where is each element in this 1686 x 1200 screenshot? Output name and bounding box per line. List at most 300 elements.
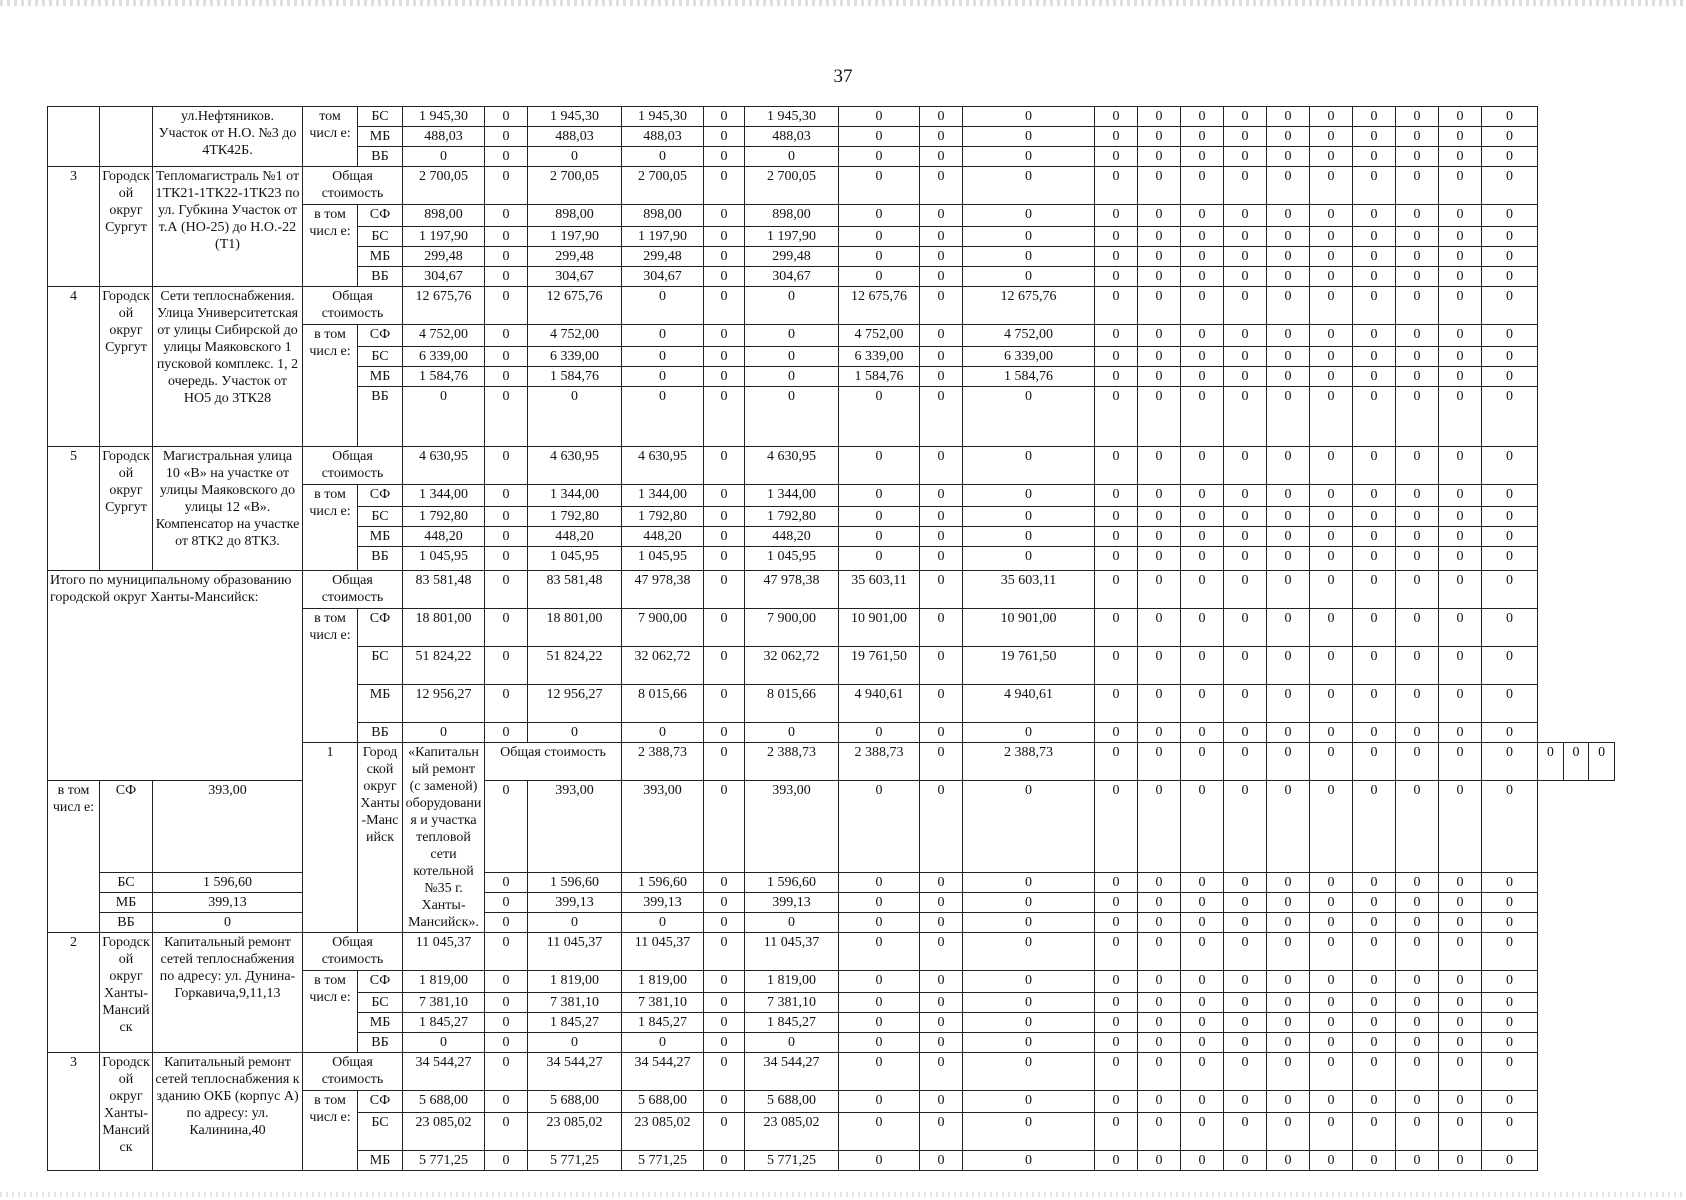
source-code: БС [358, 227, 403, 247]
value-cell: 898,00 [528, 205, 622, 227]
value-cell: 0 [1310, 647, 1353, 685]
value-cell: 0 [1224, 1013, 1267, 1033]
value-cell: 0 [1439, 367, 1482, 387]
value-cell: 6 339,00 [403, 347, 485, 367]
value-cell: 0 [1310, 527, 1353, 547]
value-cell: 0 [1310, 367, 1353, 387]
value-cell: 0 [745, 1033, 839, 1053]
value-cell: 0 [485, 571, 528, 609]
value-cell: 5 688,00 [745, 1091, 839, 1113]
value-cell: 4 752,00 [528, 325, 622, 347]
value-cell: 0 [485, 227, 528, 247]
value-cell: 1 045,95 [745, 547, 839, 571]
value-cell: 0 [839, 267, 920, 287]
value-cell: 0 [704, 609, 745, 647]
value-cell: 18 801,00 [528, 609, 622, 647]
value-cell: 0 [485, 609, 528, 647]
value-cell: 12 675,76 [963, 287, 1095, 325]
value-cell: 0 [839, 167, 920, 205]
value-cell: 304,67 [622, 267, 704, 287]
value-cell: 2 700,05 [403, 167, 485, 205]
value-cell: 0 [1095, 685, 1138, 723]
value-cell: 1 945,30 [528, 107, 622, 127]
value-cell: 0 [1138, 933, 1181, 971]
value-cell: 2 388,73 [745, 743, 839, 781]
value-cell: 0 [1138, 367, 1181, 387]
value-cell: 0 [963, 547, 1095, 571]
value-cell: 51 824,22 [528, 647, 622, 685]
value-cell: 1 584,76 [839, 367, 920, 387]
value-cell: 0 [1439, 1013, 1482, 1033]
value-cell: 0 [1181, 993, 1224, 1013]
value-cell: 0 [1310, 1091, 1353, 1113]
value-cell: 0 [839, 723, 920, 743]
source-code: СФ [358, 971, 403, 993]
value-cell: 0 [622, 387, 704, 447]
value-cell: 0 [920, 1151, 963, 1171]
value-cell: 0 [1095, 971, 1138, 993]
value-cell: 1 584,76 [403, 367, 485, 387]
value-cell: 0 [403, 147, 485, 167]
value-cell: 0 [1439, 1151, 1482, 1171]
value-cell: 0 [704, 267, 745, 287]
value-cell: 0 [1224, 1151, 1267, 1171]
value-cell: 0 [1138, 347, 1181, 367]
source-code: МБ [358, 685, 403, 723]
value-cell: 47 978,38 [745, 571, 839, 609]
value-cell: 0 [1138, 507, 1181, 527]
value-cell: 0 [1353, 287, 1396, 325]
value-cell: 0 [1095, 933, 1138, 971]
table-row [48, 571, 1615, 609]
value-cell: 0 [485, 507, 528, 527]
row-number: 3 [48, 167, 100, 287]
value-cell: 0 [1095, 873, 1138, 893]
value-cell: 0 [920, 743, 963, 781]
value-cell: 0 [485, 873, 528, 893]
value-cell: 0 [1267, 287, 1310, 325]
value-cell: 0 [704, 367, 745, 387]
value-cell: 4 940,61 [839, 685, 920, 723]
value-cell: 0 [1267, 571, 1310, 609]
value-cell: 0 [745, 913, 839, 933]
value-cell: 0 [1224, 609, 1267, 647]
value-cell: 0 [920, 247, 963, 267]
value-cell: 0 [485, 647, 528, 685]
value-cell: 7 381,10 [403, 993, 485, 1013]
value-cell: 0 [704, 287, 745, 325]
value-cell: 0 [704, 147, 745, 167]
value-cell: 0 [1396, 267, 1439, 287]
value-cell: 0 [1353, 527, 1396, 547]
value-cell: 399,13 [528, 893, 622, 913]
value-cell: 0 [1138, 781, 1181, 873]
value-cell: 0 [1138, 1151, 1181, 1171]
value-cell: 0 [1181, 647, 1224, 685]
value-cell: 0 [1482, 267, 1538, 287]
value-cell: 0 [1310, 743, 1353, 781]
value-cell: 11 045,37 [622, 933, 704, 971]
value-cell: 0 [1353, 723, 1396, 743]
value-cell: 0 [1267, 147, 1310, 167]
value-cell: 0 [485, 347, 528, 367]
value-cell: 0 [1482, 205, 1538, 227]
value-cell: 0 [1138, 447, 1181, 485]
value-cell: 0 [1396, 781, 1439, 873]
value-cell: 0 [1439, 547, 1482, 571]
row-number: 1 [303, 743, 358, 933]
value-cell: 0 [1439, 647, 1482, 685]
value-cell: 0 [1138, 647, 1181, 685]
value-cell: 0 [1353, 107, 1396, 127]
value-cell: 0 [1095, 609, 1138, 647]
value-cell: 0 [963, 1053, 1095, 1091]
value-cell: 1 197,90 [403, 227, 485, 247]
value-cell: 23 085,02 [622, 1113, 704, 1151]
value-cell: 0 [920, 571, 963, 609]
value-cell: 0 [1095, 147, 1138, 167]
incl-label: в том числ е: [303, 205, 358, 287]
scan-edge-top [0, 0, 1686, 6]
value-cell: 1 819,00 [745, 971, 839, 993]
value-cell: 393,00 [622, 781, 704, 873]
value-cell: 1 344,00 [622, 485, 704, 507]
value-cell: 0 [1095, 367, 1138, 387]
value-cell: 0 [1353, 781, 1396, 873]
value-cell: 0 [704, 547, 745, 571]
value-cell: 0 [1267, 913, 1310, 933]
value-cell: 0 [485, 933, 528, 971]
value-cell: 0 [1353, 971, 1396, 993]
value-cell: 0 [1439, 1033, 1482, 1053]
value-cell: 0 [704, 781, 745, 873]
value-cell: 0 [622, 913, 704, 933]
value-cell: 0 [839, 485, 920, 507]
value-cell: 2 700,05 [528, 167, 622, 205]
incl-label: в том числ е: [48, 781, 100, 933]
value-cell: 0 [920, 485, 963, 507]
value-cell: 304,67 [528, 267, 622, 287]
value-cell: 0 [1267, 127, 1310, 147]
value-cell: 0 [1310, 485, 1353, 507]
value-cell: 0 [704, 1091, 745, 1113]
value-cell: 0 [839, 893, 920, 913]
value-cell: 0 [1396, 347, 1439, 367]
row-number: 3 [48, 1053, 100, 1171]
value-cell: 0 [1482, 167, 1538, 205]
value-cell: 0 [704, 893, 745, 913]
value-cell: 0 [1439, 933, 1482, 971]
value-cell: 0 [1353, 147, 1396, 167]
value-cell: 35 603,11 [839, 571, 920, 609]
value-cell: 0 [704, 507, 745, 527]
total-cost-label: Общая стоимость [303, 1053, 403, 1091]
value-cell: 0 [1181, 1033, 1224, 1053]
value-cell: 1 596,60 [153, 873, 303, 893]
value-cell: 0 [622, 147, 704, 167]
total-cost-label: Общая стоимость [303, 447, 403, 485]
value-cell: 0 [1138, 227, 1181, 247]
value-cell: 0 [1482, 893, 1538, 913]
value-cell: 0 [1439, 873, 1482, 893]
value-cell: 11 045,37 [403, 933, 485, 971]
value-cell: 0 [403, 387, 485, 447]
value-cell: 0 [920, 147, 963, 167]
value-cell: 0 [839, 1151, 920, 1171]
value-cell: 0 [1482, 1113, 1538, 1151]
value-cell: 0 [963, 387, 1095, 447]
value-cell: 0 [1310, 167, 1353, 205]
value-cell: 0 [1267, 167, 1310, 205]
value-cell: 0 [1310, 1113, 1353, 1151]
value-cell: 0 [1267, 485, 1310, 507]
value-cell: 0 [1310, 1013, 1353, 1033]
value-cell: 0 [1396, 227, 1439, 247]
value-cell: 0 [1181, 933, 1224, 971]
value-cell: 0 [1439, 447, 1482, 485]
value-cell: 0 [1396, 571, 1439, 609]
value-cell: 0 [1439, 913, 1482, 933]
value-cell: 12 675,76 [403, 287, 485, 325]
value-cell: 0 [1267, 743, 1310, 781]
value-cell: 0 [1138, 127, 1181, 147]
value-cell: 0 [1396, 287, 1439, 325]
value-cell: 0 [1267, 325, 1310, 347]
incl-label: в том числ е: [303, 325, 358, 447]
value-cell: 0 [1482, 1151, 1538, 1171]
value-cell: 0 [1310, 1151, 1353, 1171]
value-cell: 0 [1396, 547, 1439, 571]
value-cell: 0 [485, 107, 528, 127]
value-cell: 0 [1439, 507, 1482, 527]
value-cell: 0 [1439, 287, 1482, 325]
value-cell: 0 [1095, 647, 1138, 685]
value-cell: 0 [704, 167, 745, 205]
value-cell: 1 584,76 [528, 367, 622, 387]
value-cell: 304,67 [745, 267, 839, 287]
value-cell: 0 [839, 1091, 920, 1113]
value-cell: 0 [1396, 743, 1439, 781]
value-cell: 0 [963, 913, 1095, 933]
value-cell: 0 [1310, 781, 1353, 873]
value-cell: 35 603,11 [963, 571, 1095, 609]
source-code: МБ [358, 127, 403, 147]
value-cell: 0 [1181, 325, 1224, 347]
value-cell: 0 [485, 1013, 528, 1033]
value-cell: 0 [963, 971, 1095, 993]
value-cell: 0 [1353, 743, 1396, 781]
value-cell: 0 [920, 609, 963, 647]
value-cell: 4 752,00 [839, 325, 920, 347]
value-cell: 0 [622, 367, 704, 387]
value-cell: 0 [1439, 1113, 1482, 1151]
value-cell: 0 [1353, 227, 1396, 247]
source-code: ВБ [358, 1033, 403, 1053]
value-cell: 0 [1353, 205, 1396, 227]
value-cell: 0 [1482, 227, 1538, 247]
value-cell: 0 [920, 527, 963, 547]
value-cell: 0 [1181, 347, 1224, 367]
value-cell: 0 [1138, 609, 1181, 647]
value-cell: 0 [1396, 1091, 1439, 1113]
source-code: БС [358, 507, 403, 527]
value-cell: 299,48 [528, 247, 622, 267]
value-cell: 0 [839, 127, 920, 147]
value-cell: 0 [920, 781, 963, 873]
value-cell: 0 [1310, 571, 1353, 609]
value-cell: 0 [1439, 781, 1482, 873]
value-cell: 0 [1138, 993, 1181, 1013]
value-cell: 0 [1138, 913, 1181, 933]
value-cell: 0 [745, 287, 839, 325]
value-cell: 0 [1439, 527, 1482, 547]
value-cell: 0 [1224, 993, 1267, 1013]
value-cell: 0 [1439, 743, 1482, 781]
value-cell: 0 [1310, 347, 1353, 367]
value-cell: 0 [963, 527, 1095, 547]
value-cell: 0 [963, 205, 1095, 227]
value-cell: 1 792,80 [528, 507, 622, 527]
value-cell: 0 [1482, 1053, 1538, 1091]
value-cell: 898,00 [745, 205, 839, 227]
value-cell: 0 [1267, 267, 1310, 287]
value-cell: 0 [485, 527, 528, 547]
value-cell: 0 [622, 347, 704, 367]
value-cell: 0 [1310, 971, 1353, 993]
value-cell: 0 [704, 571, 745, 609]
value-cell: 0 [1224, 1113, 1267, 1151]
value-cell: 0 [1181, 571, 1224, 609]
value-cell: 0 [1138, 527, 1181, 547]
value-cell: 0 [1439, 267, 1482, 287]
value-cell: 1 344,00 [745, 485, 839, 507]
value-cell: 0 [1310, 993, 1353, 1013]
value-cell: 0 [963, 107, 1095, 127]
value-cell: 0 [1224, 723, 1267, 743]
value-cell: 0 [1095, 247, 1138, 267]
value-cell: 393,00 [745, 781, 839, 873]
value-cell: 8 015,66 [745, 685, 839, 723]
value-cell: 0 [839, 447, 920, 485]
value-cell: 0 [1181, 547, 1224, 571]
value-cell: 10 901,00 [839, 609, 920, 647]
value-cell: 0 [1095, 723, 1138, 743]
value-cell: 0 [1396, 127, 1439, 147]
value-cell: 1 845,27 [745, 1013, 839, 1033]
value-cell: 0 [963, 1151, 1095, 1171]
value-cell: 0 [485, 1151, 528, 1171]
value-cell: 0 [1181, 1091, 1224, 1113]
source-code: МБ [358, 367, 403, 387]
source-code: ВБ [358, 387, 403, 447]
value-cell: 0 [839, 781, 920, 873]
table-row [48, 933, 1615, 971]
value-cell: 0 [1353, 247, 1396, 267]
value-cell: 0 [1396, 167, 1439, 205]
value-cell: 2 700,05 [622, 167, 704, 205]
value-cell: 0 [920, 1033, 963, 1053]
value-cell: 0 [485, 723, 528, 743]
value-cell: 1 819,00 [528, 971, 622, 993]
value-cell: 0 [1310, 447, 1353, 485]
value-cell: 0 [485, 893, 528, 913]
value-cell: 0 [485, 287, 528, 325]
value-cell: 0 [1353, 127, 1396, 147]
value-cell: 0 [1482, 609, 1538, 647]
project-name: Магистральная улица 10 «В» на участке от улицы Маяковского до улицы 12 «В». Компенсатор на участке от 8ТК2 до 8ТК3. [153, 447, 303, 571]
value-cell: 0 [704, 247, 745, 267]
value-cell: 0 [1439, 147, 1482, 167]
value-cell: 0 [1482, 127, 1538, 147]
value-cell: 0 [963, 147, 1095, 167]
value-cell: 5 771,25 [528, 1151, 622, 1171]
value-cell: 488,03 [745, 127, 839, 147]
value-cell: 0 [1267, 547, 1310, 571]
value-cell: 0 [1482, 971, 1538, 993]
value-cell: 0 [1267, 227, 1310, 247]
total-cost-label: Общая стоимость [303, 287, 403, 325]
value-cell: 0 [1224, 507, 1267, 527]
value-cell: 0 [963, 1033, 1095, 1053]
value-cell: 0 [1224, 447, 1267, 485]
value-cell: 5 771,25 [403, 1151, 485, 1171]
value-cell: 0 [1224, 167, 1267, 205]
value-cell: 0 [403, 1033, 485, 1053]
value-cell: 1 945,30 [745, 107, 839, 127]
value-cell: 0 [1538, 743, 1564, 781]
value-cell: 0 [1224, 387, 1267, 447]
value-cell: 0 [963, 933, 1095, 971]
value-cell: 19 761,50 [839, 647, 920, 685]
source-code: БС [358, 1113, 403, 1151]
value-cell: 0 [485, 993, 528, 1013]
value-cell: 299,48 [622, 247, 704, 267]
value-cell: 0 [1224, 685, 1267, 723]
value-cell: 0 [1267, 993, 1310, 1013]
value-cell: 0 [1353, 1053, 1396, 1091]
value-cell: 0 [1439, 1091, 1482, 1113]
district-name: Городской округ Ханты-Мансийск [100, 1053, 153, 1171]
value-cell: 448,20 [528, 527, 622, 547]
incl-label: в том числ е: [303, 485, 358, 571]
value-cell: 83 581,48 [403, 571, 485, 609]
value-cell: 0 [1439, 1053, 1482, 1091]
value-cell: 0 [485, 485, 528, 507]
table-row [48, 167, 1615, 205]
value-cell: 0 [839, 993, 920, 1013]
value-cell: 0 [1353, 387, 1396, 447]
value-cell: 2 700,05 [745, 167, 839, 205]
value-cell: 0 [1138, 325, 1181, 347]
value-cell: 0 [1095, 1151, 1138, 1171]
incl-label: в том числ е: [303, 971, 358, 1053]
value-cell: 0 [1267, 507, 1310, 527]
value-cell: 0 [920, 873, 963, 893]
value-cell: 0 [963, 127, 1095, 147]
value-cell: 0 [963, 723, 1095, 743]
value-cell: 0 [920, 267, 963, 287]
value-cell: 34 544,27 [403, 1053, 485, 1091]
source-code: БС [358, 107, 403, 127]
value-cell: 0 [1439, 167, 1482, 205]
value-cell: 0 [1310, 507, 1353, 527]
value-cell: 0 [963, 447, 1095, 485]
value-cell: 0 [1267, 367, 1310, 387]
table-row [48, 893, 1615, 913]
value-cell: 448,20 [403, 527, 485, 547]
value-cell: 0 [920, 325, 963, 347]
value-cell: 0 [1224, 781, 1267, 873]
